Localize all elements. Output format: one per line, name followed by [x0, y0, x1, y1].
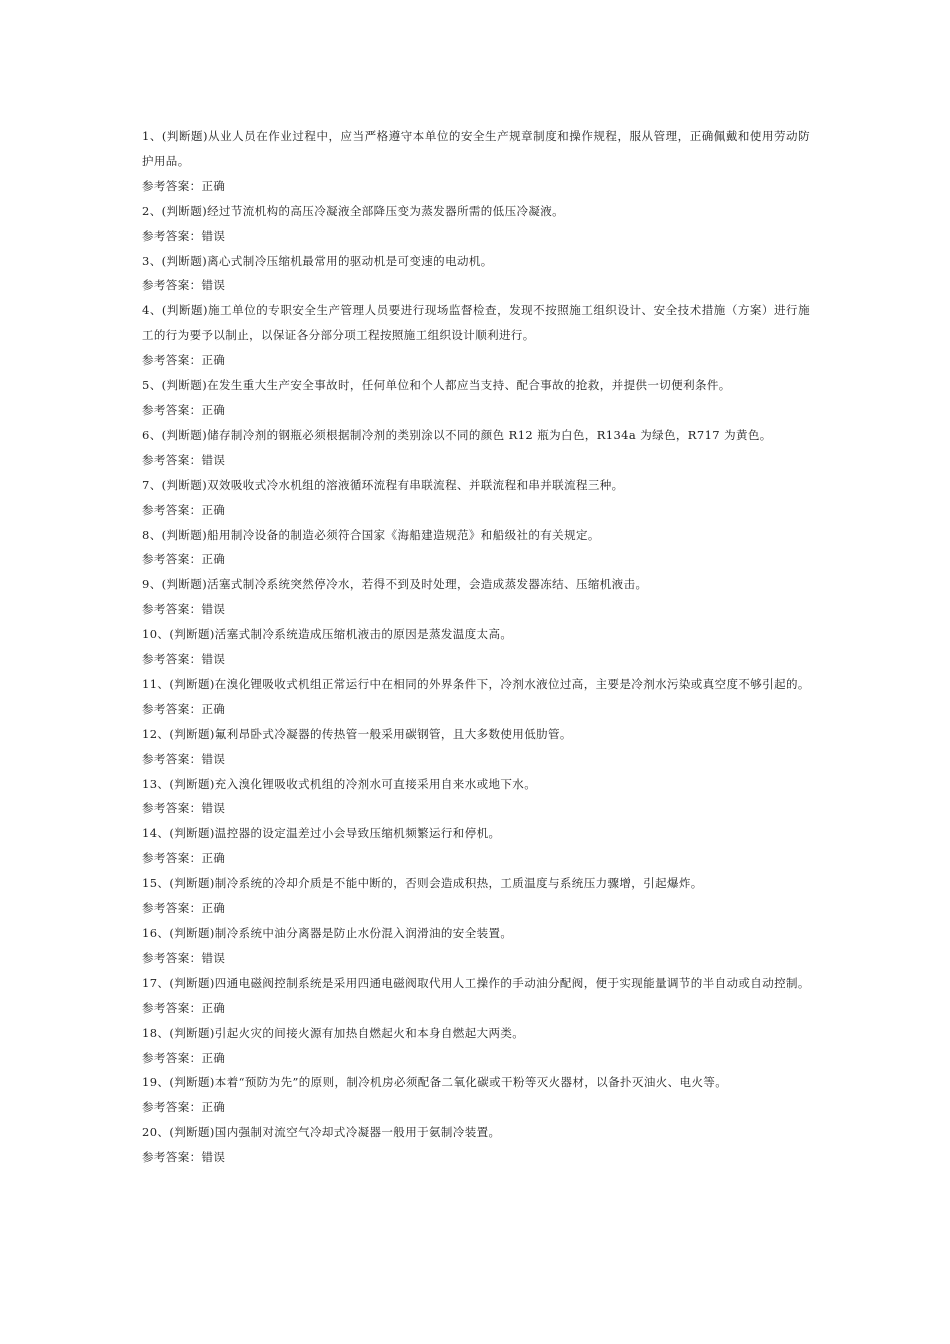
answer-text: 参考答案：错误: [142, 228, 226, 243]
question-text: 16、(判断题)制冷系统中油分离器是防止水份混入润滑油的安全装置。: [142, 926, 513, 940]
question-item-12: [142, 722, 810, 772]
document-page: [142, 124, 810, 1170]
question-item-17: [142, 971, 810, 1021]
question-text: 7、(判断题)双效吸收式冷水机组的溶液循环流程有串联流程、并联流程和串并联流程三种。: [142, 477, 624, 492]
question-text: 18、(判断题)引起火灾的间接火源有加热自燃起火和本身自燃起大两类。: [142, 1025, 525, 1040]
question-text: 5、(判断题)在发生重大生产安全事故时，任何单位和个人都应当支持、配合事故的抢救，并提供一切便利条件。: [142, 378, 731, 393]
question-item-9: [142, 572, 810, 622]
question-item-10: [142, 622, 810, 672]
answer-text: 参考答案：正确: [142, 851, 226, 866]
answer-text: 参考答案：错误: [142, 602, 226, 617]
question-item-11: [142, 672, 810, 722]
question-text: 19、(判断题)本着“预防为先”的原则，制冷机房必须配备二氧化碳或干粉等灭火器材，以备扑灭油火、电火等。: [142, 1075, 728, 1090]
question-text: 20、(判断题)国内强制对流空气冷却式冷凝器一般用于氨制冷装置。: [142, 1125, 501, 1140]
question-item-4: [142, 298, 810, 373]
answer-text: 参考答案：正确: [142, 901, 226, 916]
question-text: 8、(判断题)船用制冷设备的制造必须符合国家《海船建造规范》和船级社的有关规定。: [142, 527, 600, 542]
question-text: 10、(判断题)活塞式制冷系统造成压缩机液击的原因是蒸发温度太高。: [142, 627, 513, 642]
answer-text: 参考答案：错误: [142, 652, 226, 667]
question-item-13: [142, 772, 810, 822]
answer-text: 参考答案：正确: [142, 178, 226, 193]
question-item-2: [142, 199, 810, 249]
question-item-16: [142, 921, 810, 971]
answer-text: 参考答案：错误: [142, 751, 226, 766]
answer-text: 参考答案：错误: [142, 801, 226, 816]
question-item-19: [142, 1070, 810, 1120]
question-text: 6、(判断题)储存制冷剂的钢瓶必须根据制冷剂的类别涂以不同的颜色 R12 瓶为白色，R134a 为绿色，R717 为黄色。: [142, 427, 772, 442]
question-text: 11、(判断题)在溴化锂吸收式机组正常运行中在相同的外界条件下，冷剂水液位过高，主要是冷剂水污染或真空度不够引起的。: [142, 676, 810, 691]
answer-text: 参考答案：错误: [142, 278, 226, 293]
question-item-18: [142, 1021, 810, 1071]
question-item-7: [142, 473, 810, 523]
question-item-20: [142, 1120, 810, 1170]
answer-text: 参考答案：错误: [142, 452, 226, 467]
question-text: 2、(判断题)经过节流机构的高压冷凝液全部降压变为蒸发器所需的低压冷凝液。: [142, 203, 565, 218]
question-item-6: [142, 423, 810, 473]
answer-text: 参考答案：正确: [142, 353, 226, 368]
answer-text: 参考答案：正确: [142, 701, 226, 716]
question-text: 1、(判断题)从业人员在作业过程中，应当严格遵守本单位的安全生产规章制度和操作规程，服从管理，正确佩戴和使用劳动防护用品。: [142, 129, 810, 168]
question-item-5: [142, 373, 810, 423]
question-item-1: [142, 124, 810, 199]
answer-text: 参考答案：正确: [142, 402, 226, 417]
answer-text: 参考答案：错误: [142, 1150, 226, 1165]
question-text: 17、(判断题)四通电磁阀控制系统是采用四通电磁阀取代用人工操作的手动油分配阀，便于实现能量调节的半自动或自动控制。: [142, 975, 810, 990]
question-item-15: [142, 871, 810, 921]
question-item-3: [142, 249, 810, 299]
question-text: 15、(判断题)制冷系统的冷却介质是不能中断的，否则会造成积热，工质温度与系统压力骤增，引起爆炸。: [142, 876, 703, 891]
question-text: 14、(判断题)温控器的设定温差过小会导致压缩机频繁运行和停机。: [142, 826, 501, 841]
question-text: 9、(判断题)活塞式制冷系统突然停冷水，若得不到及时处理，会造成蒸发器冻结、压缩机液击。: [142, 577, 648, 592]
answer-text: 参考答案：正确: [142, 1000, 226, 1015]
question-item-8: [142, 523, 810, 573]
answer-text: 参考答案：错误: [142, 950, 226, 965]
answer-text: 参考答案：正确: [142, 502, 226, 517]
answer-text: 参考答案：正确: [142, 1100, 226, 1115]
question-text: 3、(判断题)离心式制冷压缩机最常用的驱动机是可变速的电动机。: [142, 253, 493, 268]
answer-text: 参考答案：正确: [142, 552, 226, 567]
question-text: 13、(判断题)充入溴化锂吸收式机组的冷剂水可直接采用自来水或地下水。: [142, 776, 537, 791]
answer-text: 参考答案：正确: [142, 1050, 226, 1065]
question-text: 12、(判断题)氟利昂卧式冷凝器的传热管一般采用碳钢管，且大多数使用低肋管。: [142, 726, 572, 741]
question-item-14: [142, 821, 810, 871]
question-text: 4、(判断题)施工单位的专职安全生产管理人员要进行现场监督检查，发现不按照施工组织设计、安全技术措施（方案）进行施工的行为要予以制止，以保证各分部分项工程按照施工组织设计顺利进行。: [142, 303, 810, 343]
